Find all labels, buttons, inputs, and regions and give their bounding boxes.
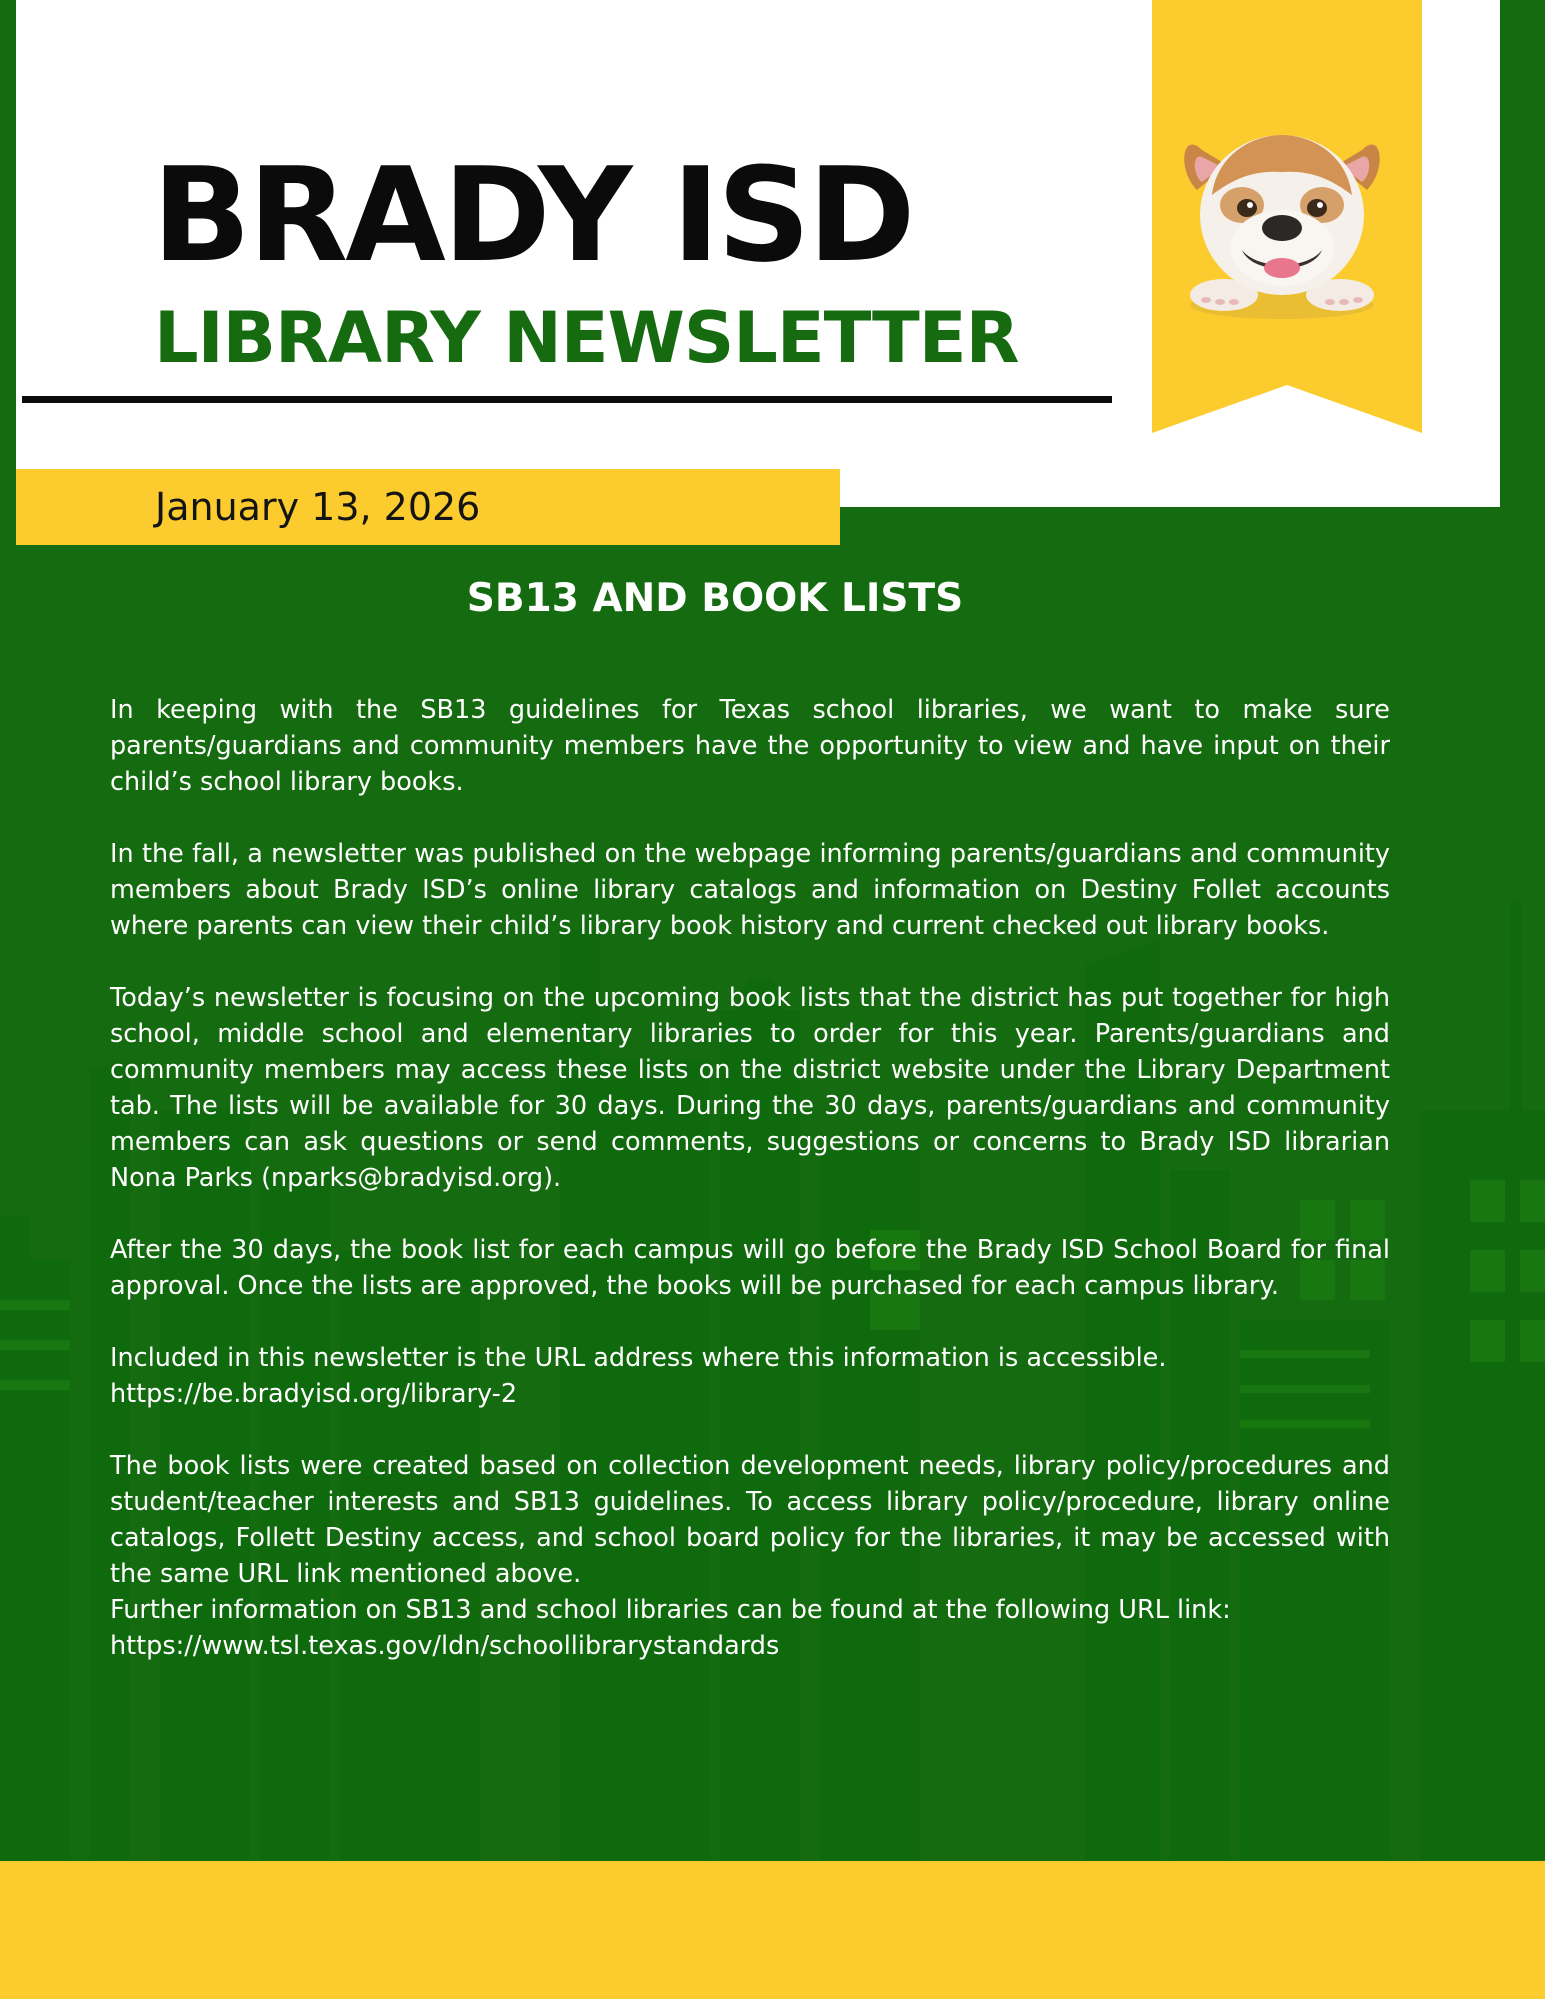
paragraph-board-approval: After the 30 days, the book list for each campus will go before the Brady ISD School Board for final approval. Once the lists are approved, the books will be purchased for each campus library. <box>110 1235 1390 1301</box>
district-library-link[interactable]: https://be.bradyisd.org/library-2 <box>110 1379 518 1409</box>
title-divider <box>22 396 1112 403</box>
bulldog-mascot-icon <box>1172 110 1392 320</box>
paragraph-book-lists: Today’s newsletter is focusing on the upcoming book lists that the district has put together for high school, middle school and elementary libraries to order for this year. Parents/guardians and community members may access these lists on the district website under the Library Department tab. The lists will be available for 30 days. During the 30 days, parents/guardians and community members can ask questions or send comments, suggestions or concerns to Brady ISD librarian Nona Parks (nparks@bradyisd.org). <box>110 983 1390 1193</box>
url-block <box>110 1340 1390 1412</box>
tsl-standards-link[interactable]: https://www.tsl.texas.gov/ldn/schoollibrarystandards <box>110 1631 780 1661</box>
further-info-text: Further information on SB13 and school libraries can be found at the following URL link: <box>110 1595 1231 1625</box>
paragraph-collection-development: The book lists were created based on collection development needs, library policy/procedures and student/teacher interests and SB13 guidelines. To access library policy/procedure, library online catalogs, Follett Destiny access, and school board policy for the libraries, it may be accessed with the same URL link mentioned above. <box>110 1451 1390 1589</box>
article-body <box>110 692 1390 1664</box>
further-info-block <box>110 1592 1390 1664</box>
url-intro-text: Included in this newsletter is the URL address where this information is accessible. <box>110 1343 1167 1373</box>
newsletter-title: BRADY ISD <box>152 139 913 291</box>
paragraph-fall-newsletter: In the fall, a newsletter was published on the webpage informing parents/guardians and community members about Brady ISD’s online library catalogs and information on Destiny Follet accounts where parents can view their child’s library book history and current checked out library books. <box>110 839 1390 941</box>
section-heading: SB13 AND BOOK LISTS <box>466 576 964 621</box>
footer-band <box>0 1861 1545 1999</box>
newsletter-subtitle: LIBRARY NEWSLETTER <box>154 297 1019 379</box>
paragraph-intro: In keeping with the SB13 guidelines for Texas school libraries, we want to make sure parents/guardians and community members have the opportunity to view and have input on their child’s school library books. <box>110 695 1390 797</box>
newsletter-date: January 13, 2026 <box>155 485 481 529</box>
